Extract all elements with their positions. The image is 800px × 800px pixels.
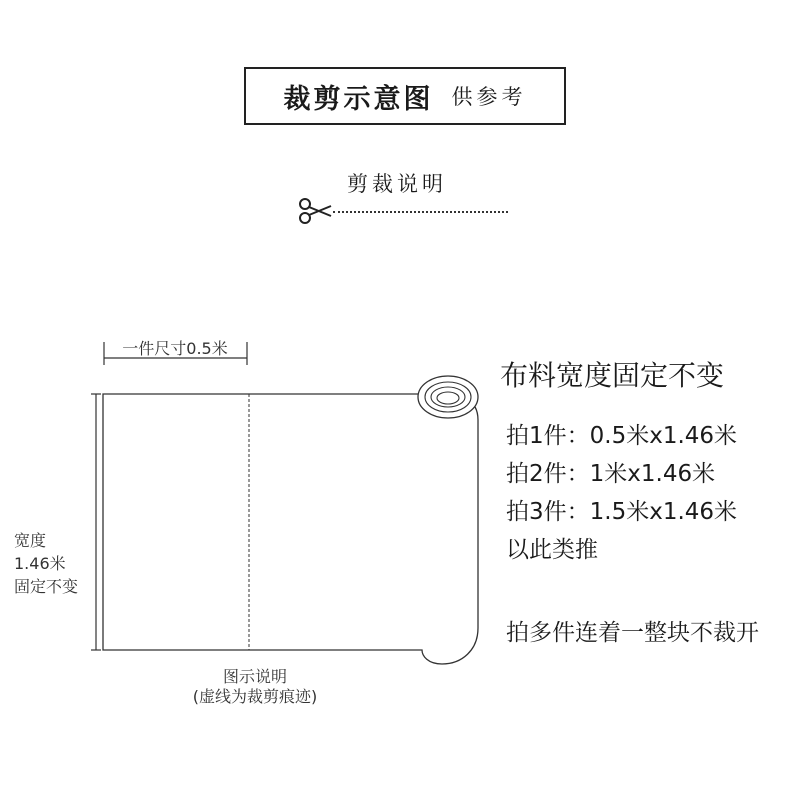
multi-piece-note: 拍多件连着一整块不裁开 <box>506 620 759 646</box>
cut-instructions-label: 剪裁说明 <box>347 172 447 196</box>
fabric-height-label <box>14 529 78 598</box>
height-label-line: 固定不变 <box>14 577 79 596</box>
quantity-size-list <box>506 420 737 572</box>
height-label-line: 1.46米 <box>14 554 66 573</box>
page-subtitle: 供参考 <box>451 85 527 109</box>
diagram-caption: 图示说明 <box>222 667 287 686</box>
list-item: 拍1件：0.5米x1.46米 <box>506 423 738 449</box>
piece-size-label: 一件尺寸0.5米 <box>122 339 228 358</box>
width-fixed-heading: 布料宽度固定不变 <box>500 359 725 392</box>
fabric-roll-end <box>418 376 478 418</box>
page-title: 裁剪示意图 <box>283 83 434 115</box>
height-label-line: 宽度 <box>14 531 47 550</box>
piece-width-dimension <box>104 338 247 365</box>
fabric-height-dimension <box>91 394 101 650</box>
diagram-caption-note: (虚线为裁剪痕迹) <box>192 687 318 706</box>
list-item: 拍3件：1.5米x1.46米 <box>506 499 738 525</box>
list-item: 拍2件：1米x1.46米 <box>506 461 716 487</box>
fabric-sheet <box>103 394 478 664</box>
list-item: 以此类推 <box>506 537 598 563</box>
